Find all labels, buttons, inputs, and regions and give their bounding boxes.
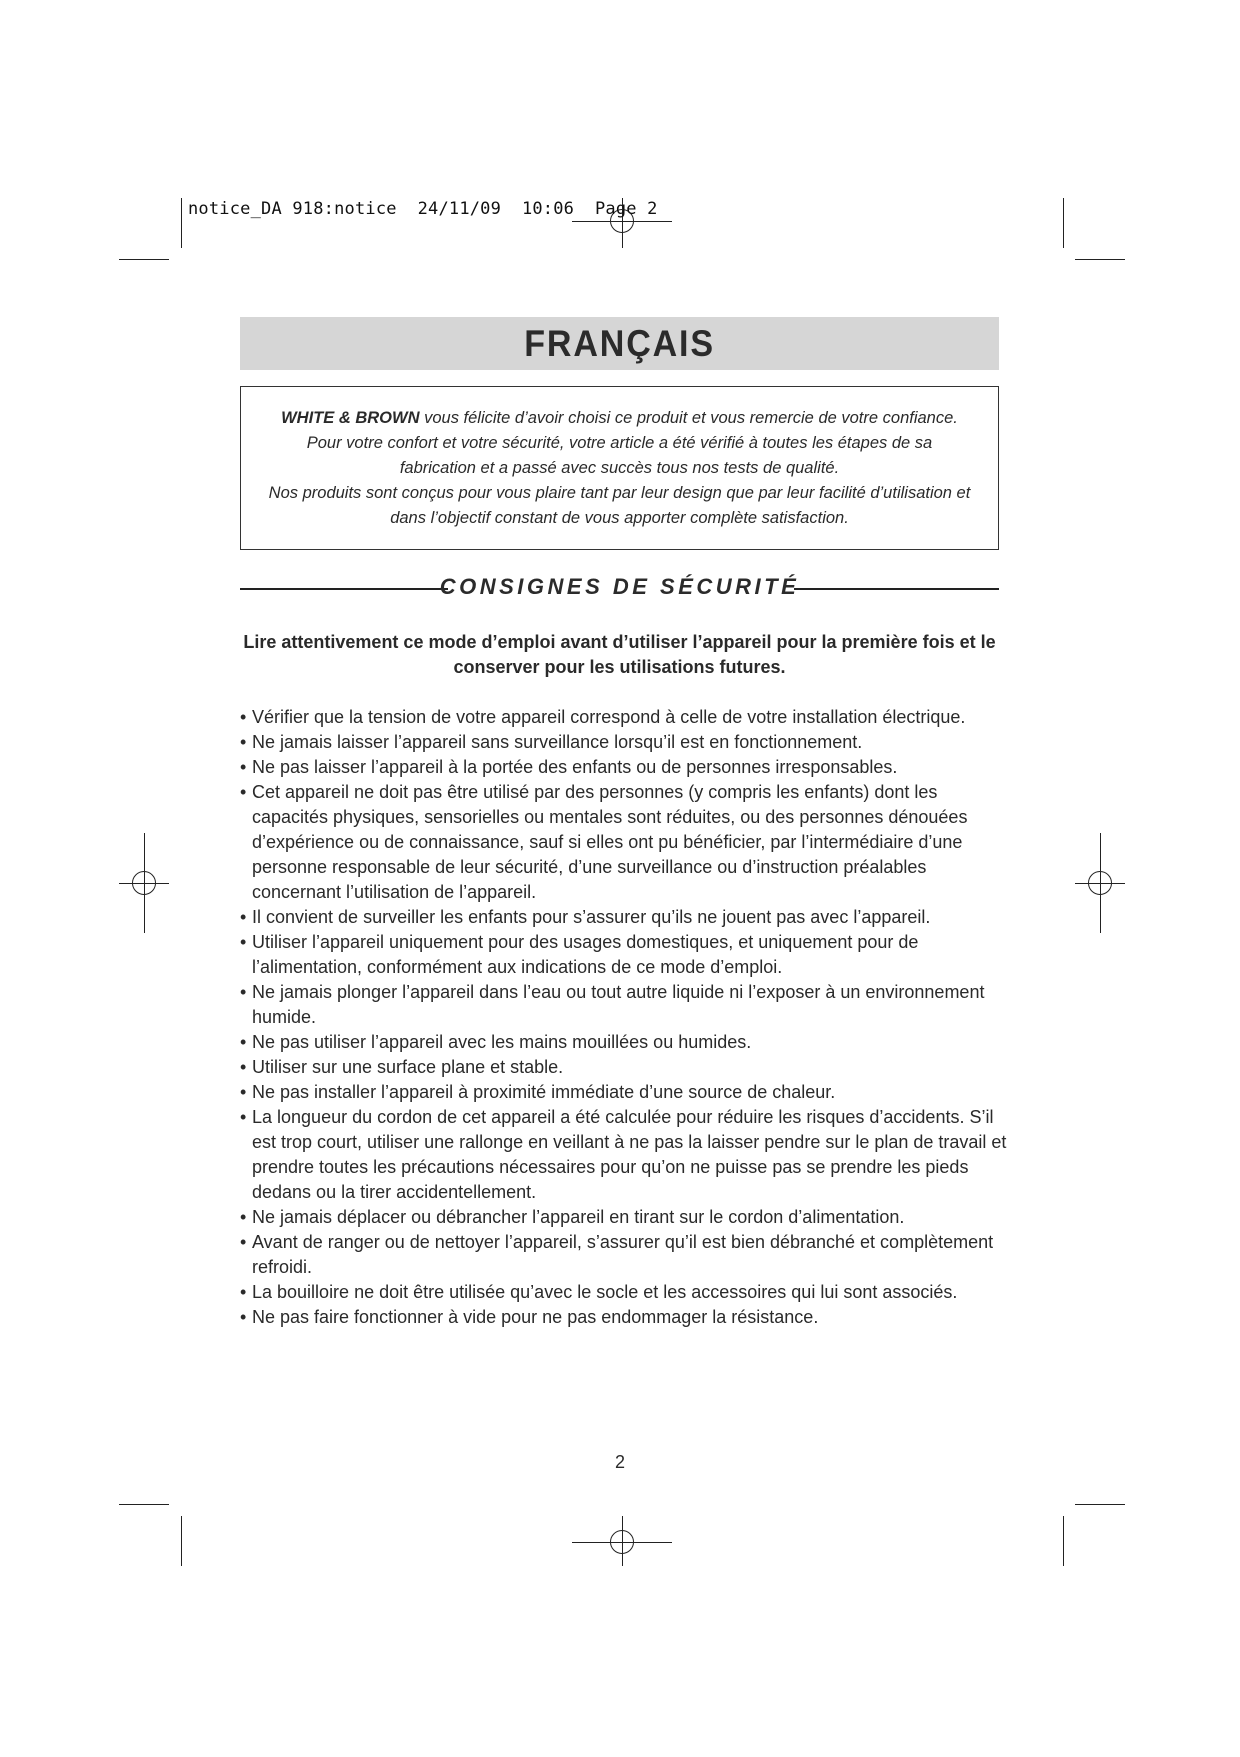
warning-line: Lire attentivement ce mode d’emploi avant d’utiliser l’appareil pour la première fois et le <box>243 632 996 652</box>
crop-mark <box>1075 1504 1125 1505</box>
list-item: • Il convient de surveiller les enfants pour s’assurer qu’ils ne jouent pas avec l’appareil. <box>240 905 1010 930</box>
crop-mark <box>119 259 169 260</box>
list-item: • Utiliser l’appareil uniquement pour des usages domestiques, et uniquement pour de l’alimentation, conformément aux indications de ce mode d’emploi. <box>240 930 1010 980</box>
section-title: CONSIGNES DE SÉCURITÉ <box>439 574 800 599</box>
slug-page: Page 2 <box>595 199 658 219</box>
list-item: • Utiliser sur une surface plane et stable. <box>240 1055 1010 1080</box>
list-item: • Ne pas faire fonctionner à vide pour ne pas endommager la résistance. <box>240 1305 1010 1330</box>
slug-date: 24/11/09 <box>417 199 502 219</box>
intro-line <box>281 406 958 431</box>
list-item: • Ne pas utiliser l’appareil avec les mains mouillées ou humides. <box>240 1030 1010 1055</box>
page-number: 2 <box>614 1452 625 1472</box>
intro-line: fabrication et a passé avec succès tous nos tests de qualité. <box>399 458 840 477</box>
list-item: • La bouilloire ne doit être utilisée qu’avec le socle et les accessoires qui lui sont associés. <box>240 1280 1010 1305</box>
intro-box <box>240 386 999 550</box>
brand-name: WHITE & BROWN <box>281 408 420 427</box>
crop-mark <box>181 1516 182 1566</box>
list-item: • Ne pas installer l’appareil à proximité immédiate d’une source de chaleur. <box>240 1080 1010 1105</box>
crop-mark <box>1063 1516 1064 1566</box>
language-title: FRANÇAIS <box>524 322 715 364</box>
crop-mark <box>181 198 182 248</box>
list-item: • Ne jamais laisser l’appareil sans surveillance lorsqu’il est en fonctionnement. <box>240 730 1010 755</box>
language-header <box>240 317 999 370</box>
list-item: • Ne jamais déplacer ou débrancher l’appareil en tirant sur le cordon d’alimentation. <box>240 1205 1010 1230</box>
list-item: • Ne pas laisser l’appareil à la portée des enfants ou de personnes irresponsables. <box>240 755 1010 780</box>
warning-line: conserver pour les utilisations futures. <box>453 657 786 677</box>
list-item: • Vérifier que la tension de votre appareil correspond à celle de votre installation électrique. <box>240 705 1010 730</box>
safety-rules-list <box>240 705 1010 1330</box>
intro-line1-text: vous félicite d’avoir choisi ce produit et vous remercie de votre confiance. <box>419 408 958 427</box>
crop-mark <box>1075 259 1125 260</box>
list-item: • La longueur du cordon de cet appareil a été calculée pour réduire les risques d’accidents. S’il est trop court, utiliser une rallonge en veillant à ne pas la laisser pendre sur le plan de travail et prendre toutes les précautions nécessaires pour qu’on ne puisse pas se prendre les pieds dedans ou la tirer accidentellement. <box>240 1105 1010 1205</box>
print-slug <box>188 199 658 219</box>
intro-line: Nos produits sont conçus pour vous plaire tant par leur design que par leur facilité d’utilisation et <box>268 483 971 502</box>
slug-time: 10:06 <box>521 199 575 219</box>
read-instructions-warning <box>240 630 999 680</box>
crop-mark <box>119 1504 169 1505</box>
slug-filename: notice_DA 918:notice <box>188 199 397 219</box>
registration-target-icon <box>132 871 156 895</box>
list-item: • Avant de ranger ou de nettoyer l’appareil, s’assurer qu’il est bien débranché et complètement refroidi. <box>240 1230 1010 1280</box>
registration-target-icon <box>1088 871 1112 895</box>
crop-mark <box>1063 198 1064 248</box>
list-item: • Ne jamais plonger l’appareil dans l’eau ou tout autre liquide ni l’exposer à un environnement humide. <box>240 980 1010 1030</box>
intro-line: Pour votre confort et votre sécurité, votre article a été vérifié à toutes les étapes de sa <box>306 433 933 452</box>
list-item: • Cet appareil ne doit pas être utilisé par des personnes (y compris les enfants) dont les capacités physiques, sensorielles ou mentales sont réduites, ou des personnes dénouées d’expérience ou de connaissance, sauf si elles ont pu bénéficier, par l’intermédiaire d’une personne responsable de leur sécurité, d’une surveillance ou d’instruction préalables concernant l’utilisation de l’appareil. <box>240 780 1010 905</box>
intro-line: dans l’objectif constant de vous apporter complète satisfaction. <box>390 508 849 527</box>
registration-target-icon <box>610 1530 634 1554</box>
